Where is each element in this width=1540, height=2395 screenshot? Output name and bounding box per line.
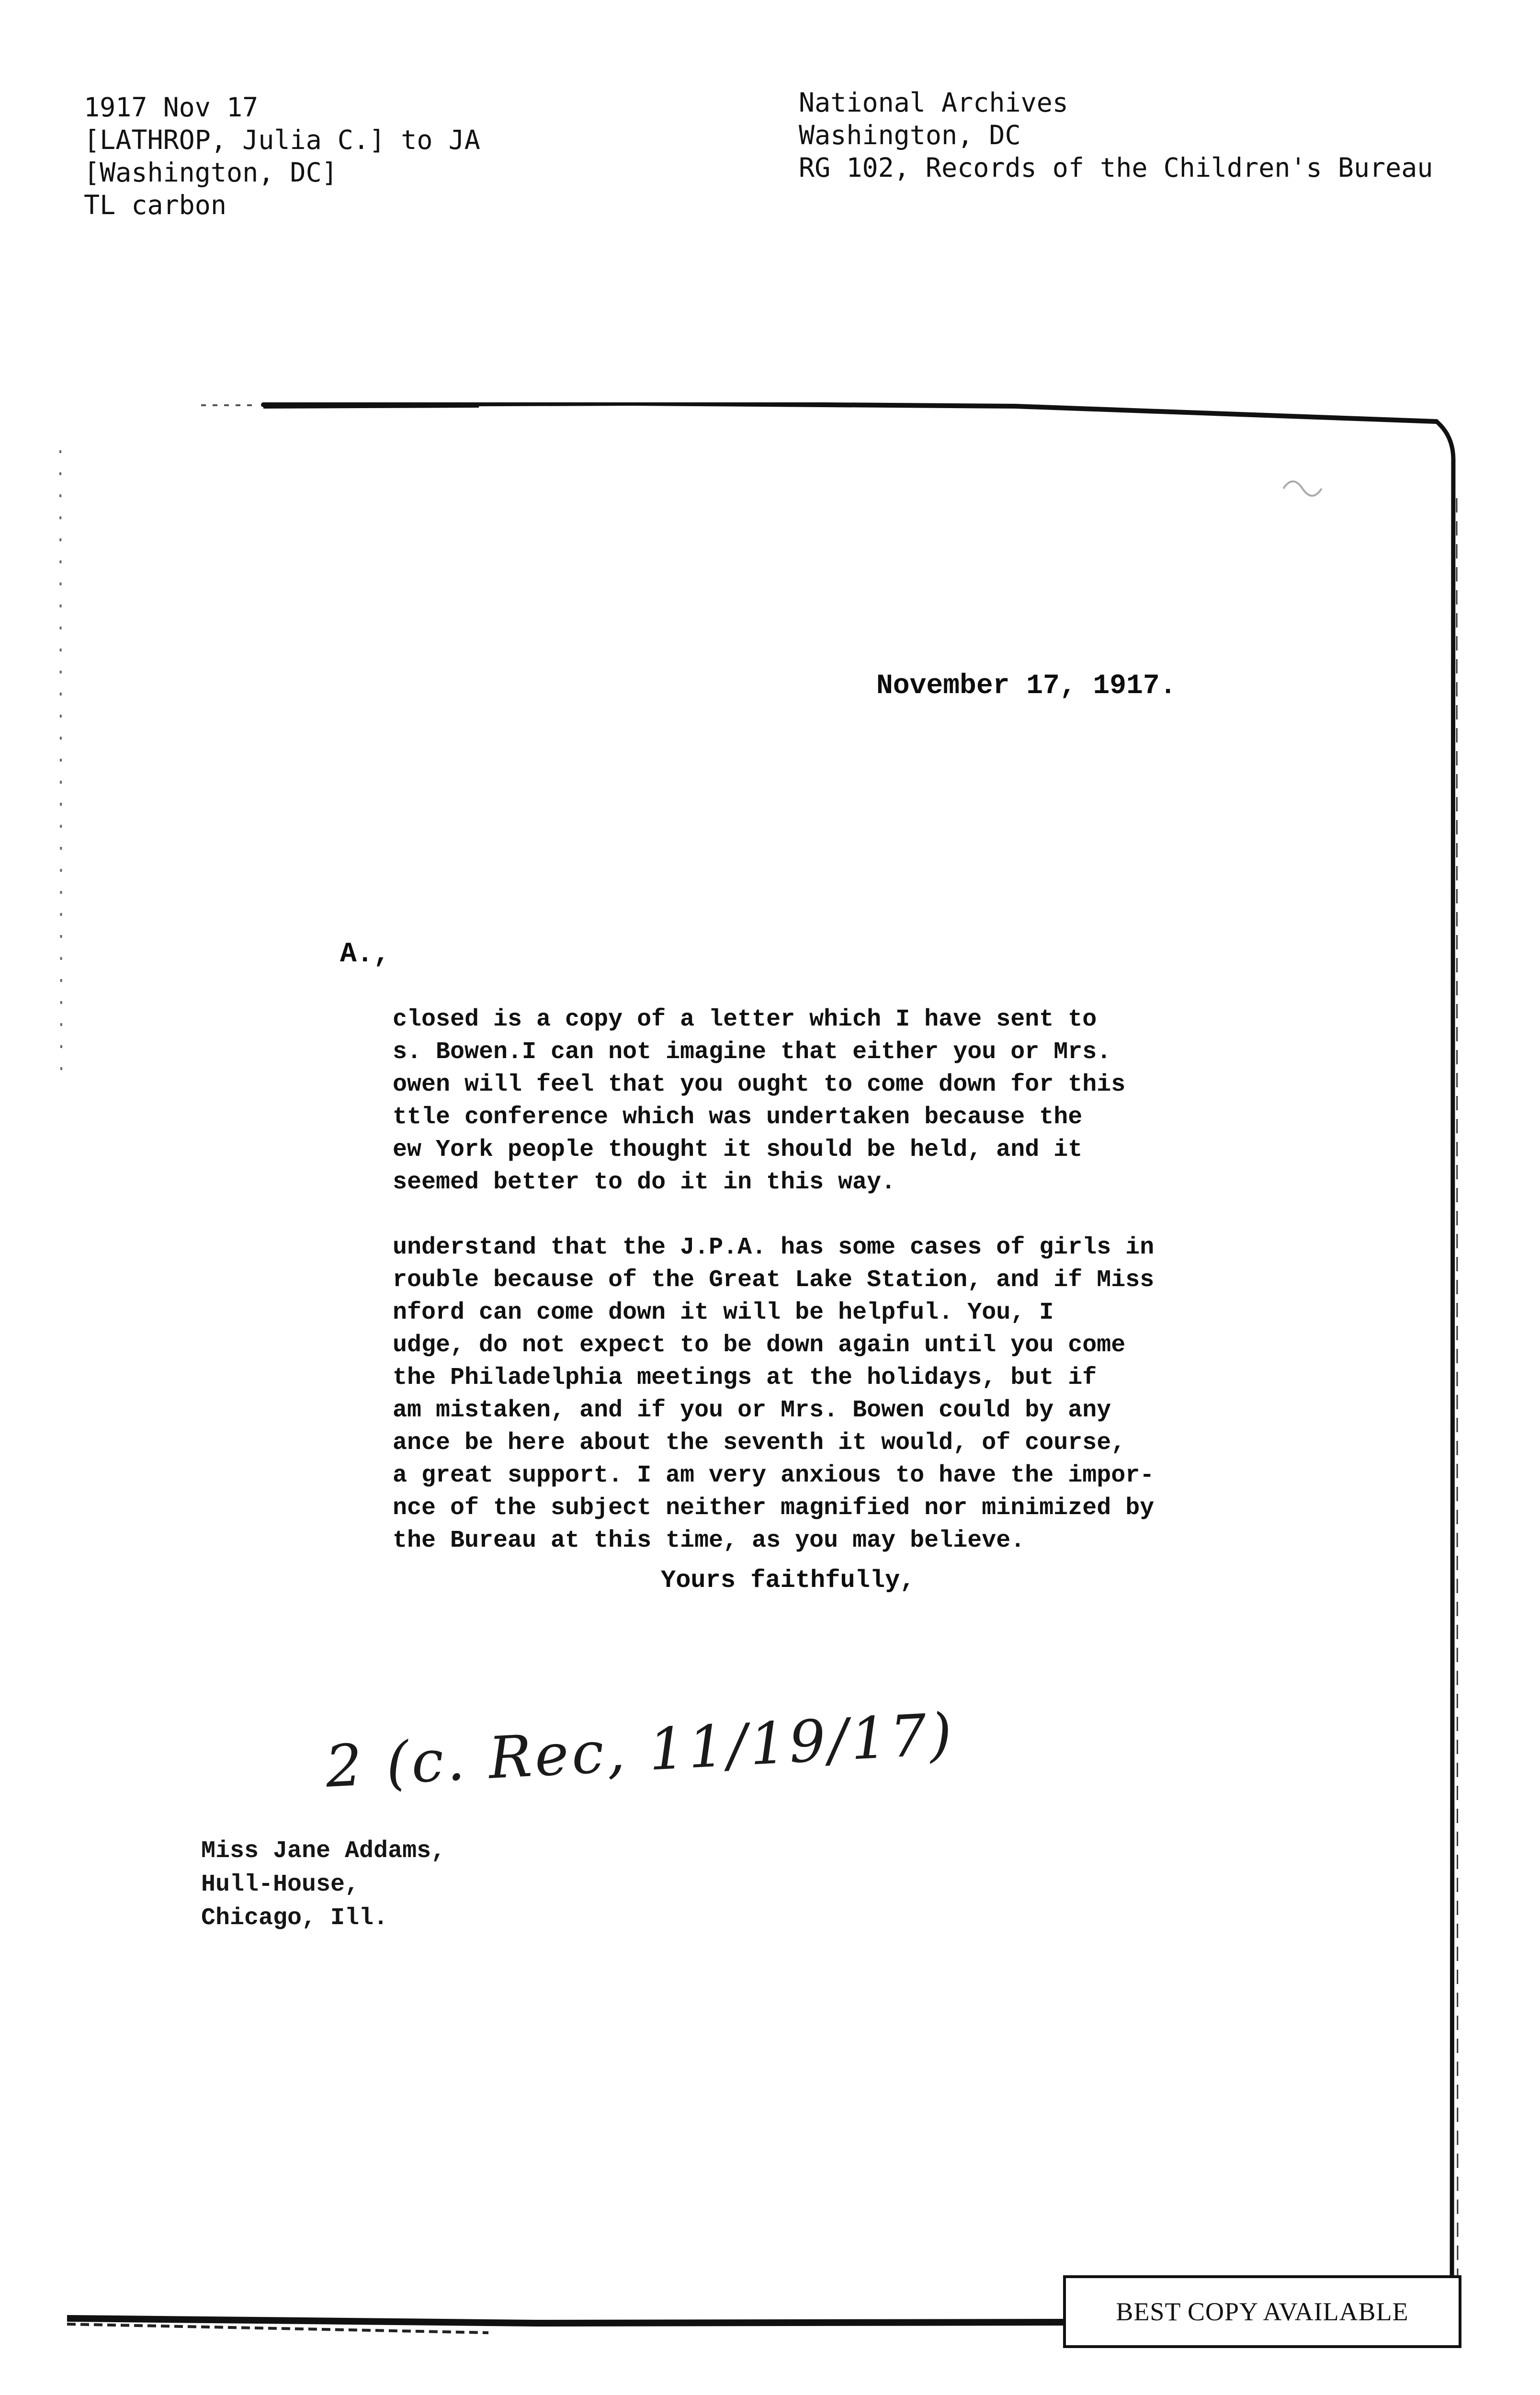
body-line: the Philadelphia meetings at the holidays, but if — [393, 1364, 1097, 1391]
handwritten-annotation: 2 (c. Rec, 11/19/17) — [324, 1701, 957, 1801]
body-line: closed is a copy of a letter which I have sent to — [393, 1006, 1097, 1033]
letter-body — [393, 1004, 1154, 1590]
body-line: a great support. I am very anxious to have the impor- — [393, 1462, 1155, 1489]
catalog-place: [Washington, DC] — [84, 157, 338, 188]
body-line: rouble because of the Great Lake Station, and if Miss — [393, 1266, 1155, 1294]
body-line: s. Bowen.I can not imagine that either you or Mrs. — [393, 1038, 1111, 1066]
body-line: am mistaken, and if you or Mrs. Bowen could by any — [393, 1397, 1111, 1424]
body-line: nford can come down it will be helpful. You, I — [393, 1299, 1054, 1326]
archive-location: Washington, DC — [799, 120, 1021, 150]
stamp-label: BEST COPY AVAILABLE — [1116, 2297, 1409, 2326]
recipient-address — [201, 1835, 445, 1935]
paragraph-2 — [393, 1232, 1154, 1557]
record-group: RG 102, Records of the Children's Bureau — [799, 152, 1433, 183]
body-line: ttle conference which was undertaken because the — [393, 1104, 1083, 1131]
archive-name: National Archives — [799, 87, 1068, 118]
catalog-correspondents: [LATHROP, Julia C.] to JA — [84, 125, 480, 155]
paragraph-1 — [393, 1004, 1154, 1199]
catalog-info-left — [84, 91, 480, 221]
body-line: nce of the subject neither magnified nor minimized by — [393, 1494, 1155, 1522]
salutation: A., — [340, 939, 390, 970]
catalog-info-right — [799, 86, 1433, 184]
catalog-type: TL carbon — [84, 190, 227, 220]
body-line: understand that the J.P.A. has some cases of girls in — [393, 1234, 1155, 1261]
closing: Yours faithfully, — [661, 1566, 915, 1595]
carbon-copy-sheet — [57, 402, 1461, 2347]
body-line: ew York people thought it should be held, and it — [393, 1136, 1083, 1163]
recipient-institution: Hull-House, — [201, 1871, 360, 1898]
body-line: udge, do not expect to be down again until you come — [393, 1332, 1126, 1359]
recipient-city: Chicago, Ill. — [201, 1905, 388, 1932]
body-line: seemed better to do it in this way. — [393, 1169, 896, 1196]
recipient-name: Miss Jane Addams, — [201, 1837, 446, 1865]
body-line: the Bureau at this time, as you may believe. — [393, 1527, 1025, 1554]
catalog-date: 1917 Nov 17 — [84, 92, 259, 123]
letter-date: November 17, 1917. — [876, 671, 1177, 702]
body-line: ance be here about the seventh it would, of course, — [393, 1429, 1126, 1457]
best-copy-stamp — [1063, 2275, 1461, 2348]
body-line: owen will feel that you ought to come down for this — [393, 1071, 1126, 1098]
